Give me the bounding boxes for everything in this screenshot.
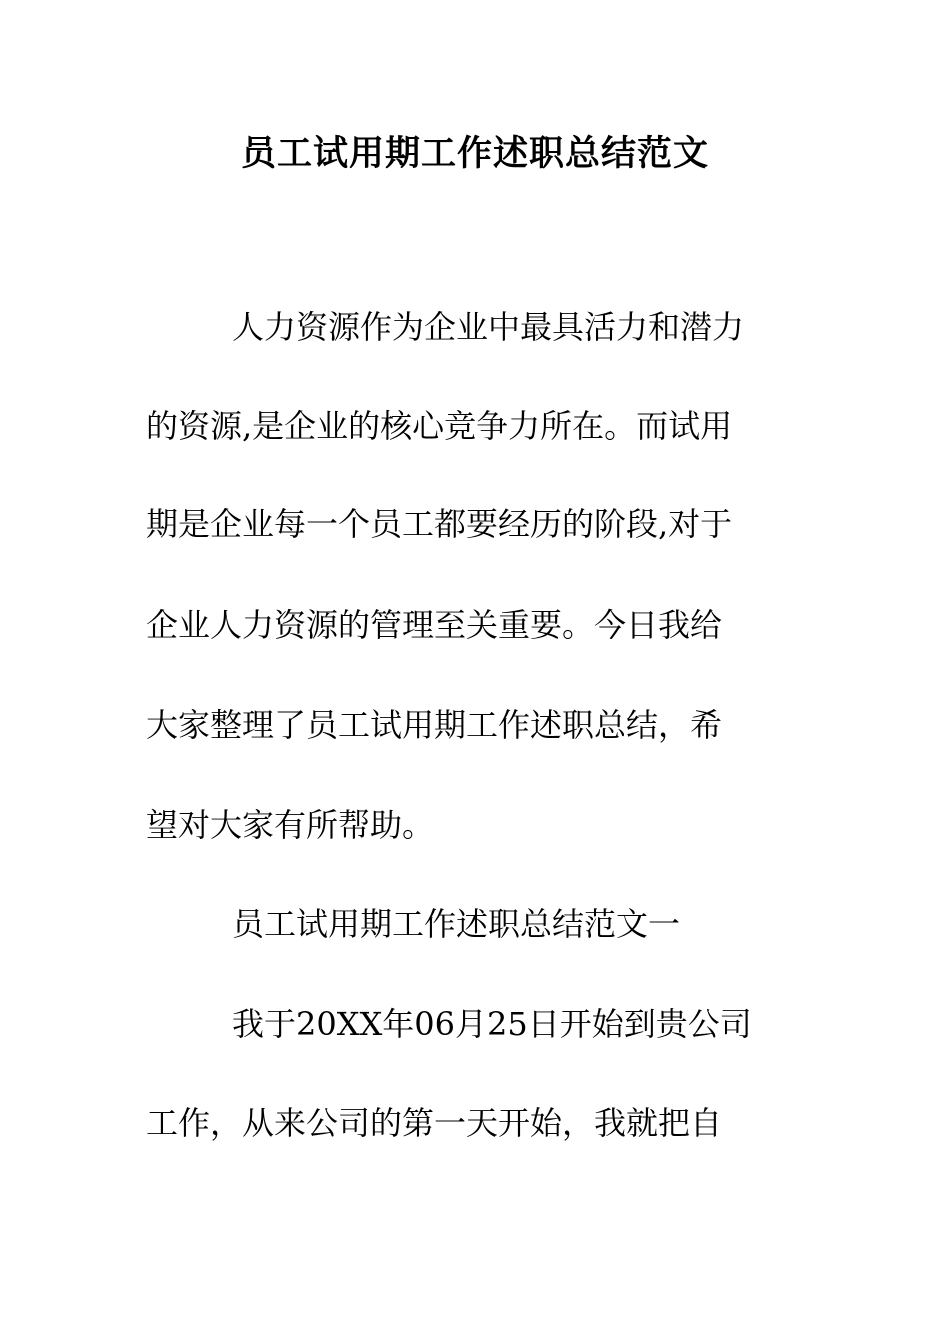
paragraph-line: 人力资源作为企业中最具活力和潜力	[232, 308, 745, 346]
paragraph-line: 大家整理了员工试用期工作述职总结，希	[146, 706, 723, 744]
paragraph-line: 工作，从来公司的第一天开始，我就把自	[146, 1104, 723, 1142]
paragraph-line: 企业人力资源的管理至关重要。今日我给	[146, 606, 723, 644]
paragraph-line: 的资源,是企业的核心竞争力所在。而试用	[146, 407, 733, 445]
paragraph-line: 我于20XX年06月25日开始到贵公司	[232, 1005, 752, 1043]
paragraph-line: 期是企业每一个员工都要经历的阶段,对于	[146, 505, 733, 543]
section-heading: 员工试用期工作述职总结范文一	[232, 905, 681, 943]
paragraph-line: 望对大家有所帮助。	[146, 806, 435, 844]
document-title: 员工试用期工作述职总结范文	[240, 133, 709, 174]
